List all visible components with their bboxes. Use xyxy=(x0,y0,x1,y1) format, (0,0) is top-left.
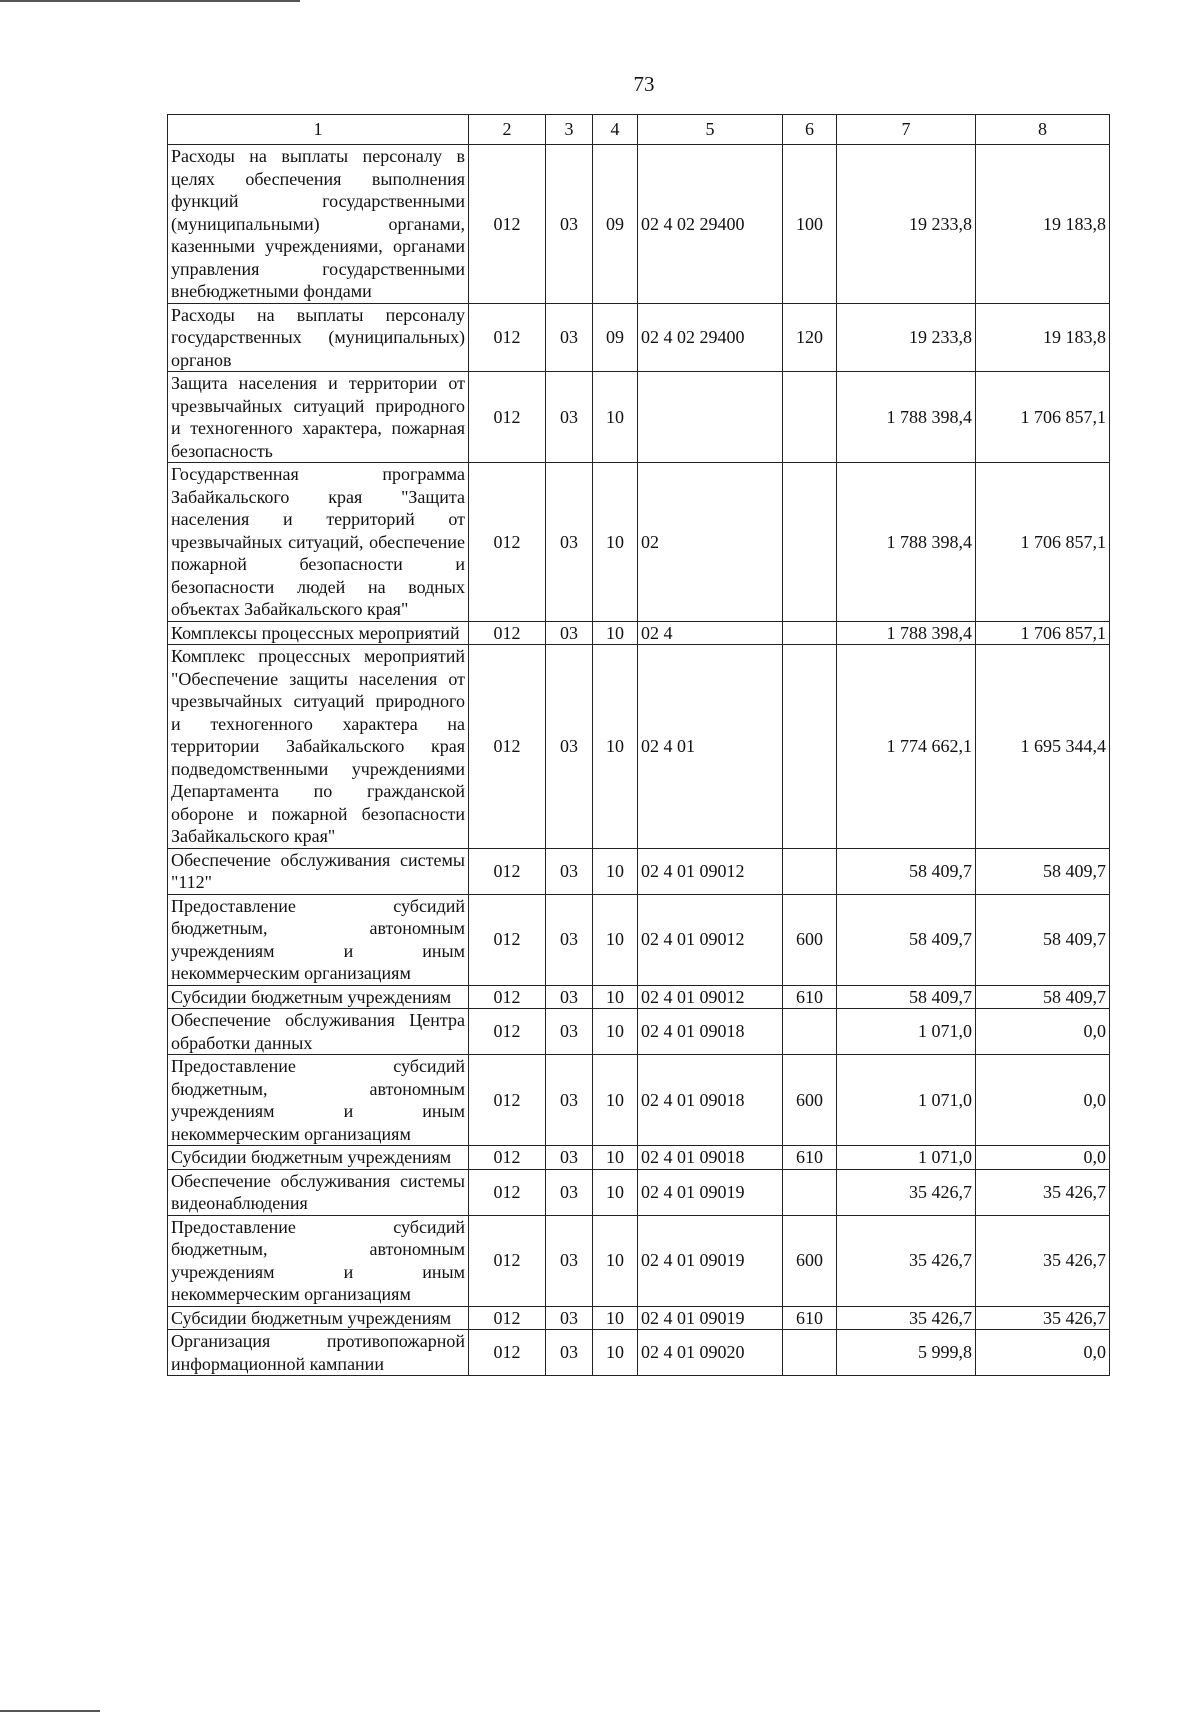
subsection-code-cell: 10 xyxy=(593,1055,638,1146)
section-code-cell: 03 xyxy=(546,1169,593,1215)
table-body xyxy=(168,145,1110,1376)
subsection-code-cell: 10 xyxy=(593,372,638,463)
table-row xyxy=(168,985,1110,1009)
budget-table xyxy=(167,114,1110,1376)
amount-year-1-cell: 35 426,7 xyxy=(837,1306,976,1330)
target-article-cell: 02 4 01 09018 xyxy=(638,1146,783,1170)
row-name-cell: Организация противопожарной информационной кампании xyxy=(168,1330,469,1376)
subsection-code-cell: 10 xyxy=(593,1215,638,1306)
amount-year-1-cell: 1 071,0 xyxy=(837,1146,976,1170)
section-code-cell: 03 xyxy=(546,848,593,894)
section-code-cell: 03 xyxy=(546,621,593,645)
expense-type-cell xyxy=(783,1009,837,1055)
amount-year-2-cell: 1 706 857,1 xyxy=(976,463,1110,622)
target-article-cell: 02 4 01 09012 xyxy=(638,848,783,894)
table-row xyxy=(168,303,1110,372)
section-code-cell: 03 xyxy=(546,894,593,985)
row-name-cell: Субсидии бюджетным учреждениям xyxy=(168,985,469,1009)
column-header-1: 1 xyxy=(168,115,469,145)
amount-year-2-cell: 19 183,8 xyxy=(976,303,1110,372)
expense-type-cell: 610 xyxy=(783,1306,837,1330)
expense-type-cell xyxy=(783,463,837,622)
expense-type-cell xyxy=(783,848,837,894)
expense-type-cell xyxy=(783,372,837,463)
amount-year-2-cell: 35 426,7 xyxy=(976,1169,1110,1215)
expense-type-cell: 600 xyxy=(783,894,837,985)
column-header-6: 6 xyxy=(783,115,837,145)
amount-year-1-cell: 19 233,8 xyxy=(837,145,976,304)
amount-year-2-cell: 0,0 xyxy=(976,1009,1110,1055)
target-article-cell: 02 4 xyxy=(638,621,783,645)
amount-year-2-cell: 58 409,7 xyxy=(976,894,1110,985)
row-name-cell: Защита населения и территории от чрезвычайных ситуаций природного и техногенного характера, пожарная безопасность xyxy=(168,372,469,463)
header-row xyxy=(168,115,1110,145)
table-row xyxy=(168,1215,1110,1306)
target-article-cell: 02 4 01 09019 xyxy=(638,1169,783,1215)
target-article-cell: 02 4 01 09012 xyxy=(638,894,783,985)
amount-year-1-cell: 35 426,7 xyxy=(837,1169,976,1215)
amount-year-2-cell: 0,0 xyxy=(976,1055,1110,1146)
bottom-rule xyxy=(0,1710,100,1712)
amount-year-1-cell: 1 071,0 xyxy=(837,1055,976,1146)
target-article-cell: 02 4 01 09018 xyxy=(638,1055,783,1146)
table-row xyxy=(168,1146,1110,1170)
row-name-cell: Расходы на выплаты персоналу государственных (муниципальных) органов xyxy=(168,303,469,372)
amount-year-1-cell: 58 409,7 xyxy=(837,985,976,1009)
page-number: 73 xyxy=(633,72,655,96)
column-header-2: 2 xyxy=(469,115,546,145)
amount-year-1-cell: 1 788 398,4 xyxy=(837,372,976,463)
ministry-code-cell: 012 xyxy=(469,621,546,645)
ministry-code-cell: 012 xyxy=(469,303,546,372)
amount-year-2-cell: 58 409,7 xyxy=(976,848,1110,894)
row-name-cell: Обеспечение обслуживания системы видеонаблюдения xyxy=(168,1169,469,1215)
section-code-cell: 03 xyxy=(546,645,593,849)
expense-type-cell: 100 xyxy=(783,145,837,304)
expense-type-cell: 120 xyxy=(783,303,837,372)
subsection-code-cell: 09 xyxy=(593,145,638,304)
row-name-cell: Государственная программа Забайкальского края "Защита населения и территорий от чрезвычайных ситуаций, обеспечение пожарной безопасности и безопасности людей на водных объектах Забайкальского края" xyxy=(168,463,469,622)
expense-type-cell xyxy=(783,1330,837,1376)
amount-year-1-cell: 58 409,7 xyxy=(837,848,976,894)
expense-type-cell xyxy=(783,621,837,645)
subsection-code-cell: 10 xyxy=(593,894,638,985)
section-code-cell: 03 xyxy=(546,463,593,622)
amount-year-1-cell: 19 233,8 xyxy=(837,303,976,372)
ministry-code-cell: 012 xyxy=(469,463,546,622)
subsection-code-cell: 10 xyxy=(593,1146,638,1170)
ministry-code-cell: 012 xyxy=(469,848,546,894)
ministry-code-cell: 012 xyxy=(469,1306,546,1330)
amount-year-1-cell: 1 788 398,4 xyxy=(837,621,976,645)
amount-year-2-cell: 58 409,7 xyxy=(976,985,1110,1009)
row-name-cell: Обеспечение обслуживания системы "112" xyxy=(168,848,469,894)
table-row xyxy=(168,1009,1110,1055)
row-name-cell: Субсидии бюджетным учреждениям xyxy=(168,1146,469,1170)
top-rule xyxy=(0,0,300,2)
column-header-8: 8 xyxy=(976,115,1110,145)
amount-year-1-cell: 5 999,8 xyxy=(837,1330,976,1376)
column-header-5: 5 xyxy=(638,115,783,145)
expense-type-cell xyxy=(783,645,837,849)
table-row xyxy=(168,645,1110,849)
expense-type-cell xyxy=(783,1169,837,1215)
table-row xyxy=(168,1169,1110,1215)
subsection-code-cell: 10 xyxy=(593,1169,638,1215)
column-header-3: 3 xyxy=(546,115,593,145)
row-name-cell: Субсидии бюджетным учреждениям xyxy=(168,1306,469,1330)
subsection-code-cell: 10 xyxy=(593,985,638,1009)
amount-year-2-cell: 35 426,7 xyxy=(976,1215,1110,1306)
table-row xyxy=(168,372,1110,463)
section-code-cell: 03 xyxy=(546,145,593,304)
target-article-cell: 02 4 01 09018 xyxy=(638,1009,783,1055)
amount-year-1-cell: 58 409,7 xyxy=(837,894,976,985)
amount-year-2-cell: 0,0 xyxy=(976,1330,1110,1376)
subsection-code-cell: 10 xyxy=(593,1306,638,1330)
amount-year-1-cell: 35 426,7 xyxy=(837,1215,976,1306)
amount-year-2-cell: 0,0 xyxy=(976,1146,1110,1170)
amount-year-2-cell: 1 706 857,1 xyxy=(976,621,1110,645)
expense-type-cell: 610 xyxy=(783,985,837,1009)
section-code-cell: 03 xyxy=(546,985,593,1009)
ministry-code-cell: 012 xyxy=(469,1009,546,1055)
table-row xyxy=(168,1306,1110,1330)
row-name-cell: Предоставление субсидий бюджетным, автономным учреждениям и иным некоммерческим организациям xyxy=(168,894,469,985)
table-row xyxy=(168,848,1110,894)
section-code-cell: 03 xyxy=(546,1215,593,1306)
ministry-code-cell: 012 xyxy=(469,645,546,849)
ministry-code-cell: 012 xyxy=(469,894,546,985)
subsection-code-cell: 10 xyxy=(593,645,638,849)
target-article-cell: 02 4 01 09019 xyxy=(638,1306,783,1330)
amount-year-2-cell: 19 183,8 xyxy=(976,145,1110,304)
row-name-cell: Предоставление субсидий бюджетным, автономным учреждениям и иным некоммерческим организациям xyxy=(168,1055,469,1146)
subsection-code-cell: 10 xyxy=(593,1330,638,1376)
target-article-cell: 02 4 01 09019 xyxy=(638,1215,783,1306)
target-article-cell: 02 xyxy=(638,463,783,622)
section-code-cell: 03 xyxy=(546,372,593,463)
target-article-cell: 02 4 02 29400 xyxy=(638,303,783,372)
ministry-code-cell: 012 xyxy=(469,1055,546,1146)
ministry-code-cell: 012 xyxy=(469,372,546,463)
section-code-cell: 03 xyxy=(546,1055,593,1146)
ministry-code-cell: 012 xyxy=(469,145,546,304)
table-row xyxy=(168,145,1110,304)
ministry-code-cell: 012 xyxy=(469,1215,546,1306)
amount-year-2-cell: 1 706 857,1 xyxy=(976,372,1110,463)
table-row xyxy=(168,1055,1110,1146)
amount-year-1-cell: 1 774 662,1 xyxy=(837,645,976,849)
subsection-code-cell: 10 xyxy=(593,848,638,894)
section-code-cell: 03 xyxy=(546,1306,593,1330)
ministry-code-cell: 012 xyxy=(469,1146,546,1170)
target-article-cell: 02 4 01 xyxy=(638,645,783,849)
amount-year-1-cell: 1 071,0 xyxy=(837,1009,976,1055)
expense-type-cell: 600 xyxy=(783,1215,837,1306)
ministry-code-cell: 012 xyxy=(469,1330,546,1376)
target-article-cell: 02 4 02 29400 xyxy=(638,145,783,304)
section-code-cell: 03 xyxy=(546,1330,593,1376)
ministry-code-cell: 012 xyxy=(469,1169,546,1215)
target-article-cell: 02 4 01 09012 xyxy=(638,985,783,1009)
row-name-cell: Обеспечение обслуживания Центра обработки данных xyxy=(168,1009,469,1055)
target-article-cell xyxy=(638,372,783,463)
ministry-code-cell: 012 xyxy=(469,985,546,1009)
column-header-4: 4 xyxy=(593,115,638,145)
expense-type-cell: 600 xyxy=(783,1055,837,1146)
table-row xyxy=(168,894,1110,985)
table-row xyxy=(168,1330,1110,1376)
section-code-cell: 03 xyxy=(546,1146,593,1170)
amount-year-1-cell: 1 788 398,4 xyxy=(837,463,976,622)
table-row xyxy=(168,463,1110,622)
column-header-7: 7 xyxy=(837,115,976,145)
table-row xyxy=(168,621,1110,645)
row-name-cell: Комплексы процессных мероприятий xyxy=(168,621,469,645)
row-name-cell: Расходы на выплаты персоналу в целях обеспечения выполнения функций государственными (муниципальными) органами, казенными учреждениями, органами управления государственными внебюджетными фондами xyxy=(168,145,469,304)
subsection-code-cell: 10 xyxy=(593,1009,638,1055)
target-article-cell: 02 4 01 09020 xyxy=(638,1330,783,1376)
row-name-cell: Комплекс процессных мероприятий "Обеспечение защиты населения от чрезвычайных ситуаций природного и техногенного характера на территории Забайкальского края подведомственными учреждениями Департамента по гражданской обороне и пожарной безопасности Забайкальского края" xyxy=(168,645,469,849)
amount-year-2-cell: 1 695 344,4 xyxy=(976,645,1110,849)
row-name-cell: Предоставление субсидий бюджетным, автономным учреждениям и иным некоммерческим организациям xyxy=(168,1215,469,1306)
section-code-cell: 03 xyxy=(546,1009,593,1055)
amount-year-2-cell: 35 426,7 xyxy=(976,1306,1110,1330)
subsection-code-cell: 09 xyxy=(593,303,638,372)
subsection-code-cell: 10 xyxy=(593,463,638,622)
section-code-cell: 03 xyxy=(546,303,593,372)
expense-type-cell: 610 xyxy=(783,1146,837,1170)
subsection-code-cell: 10 xyxy=(593,621,638,645)
